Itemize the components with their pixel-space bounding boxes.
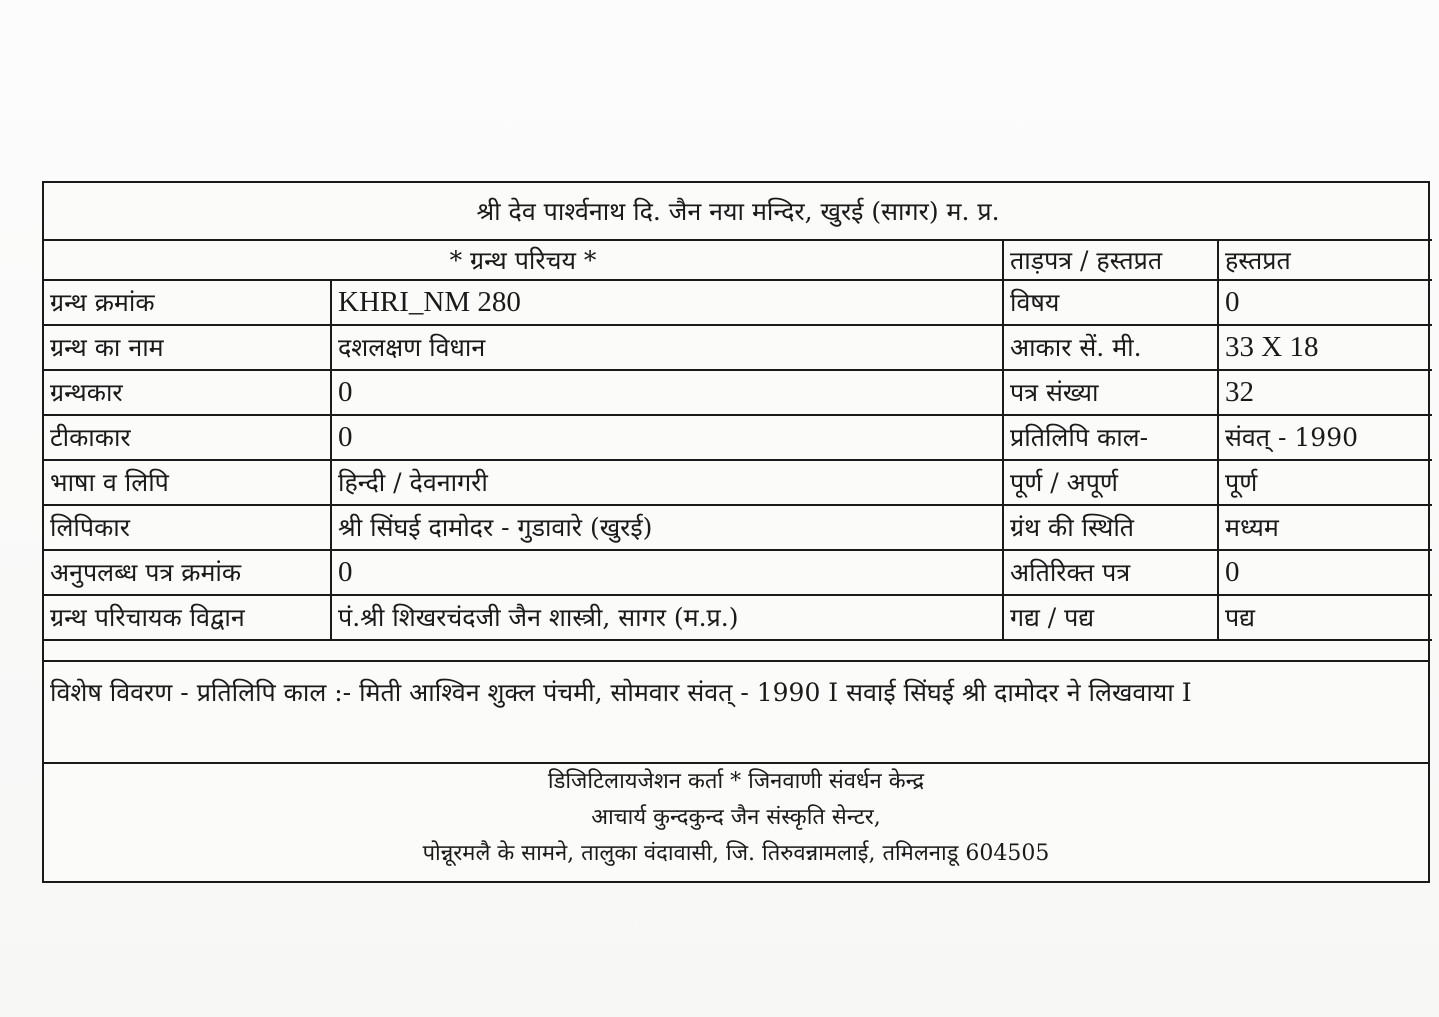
field-label: ग्रन्थकार xyxy=(44,370,331,415)
field-label: विषय xyxy=(1003,280,1218,325)
field-label: अतिरिक्त पत्र xyxy=(1003,550,1218,595)
field-label: अनुपलब्ध पत्र क्रमांक xyxy=(44,550,331,595)
table-row xyxy=(44,370,1432,415)
digitizer-line: डिजिटिलायजेशन कर्ता * जिनवाणी संवर्धन केन्द्र xyxy=(547,769,925,794)
field-label: ग्रन्थ क्रमांक xyxy=(44,280,331,325)
field-value: 0 xyxy=(331,370,1003,415)
field-value: KHRI_NM 280 xyxy=(331,280,1003,325)
manuscript-info-card xyxy=(42,181,1430,883)
center-name-line: आचार्य कुन्दकुन्द जैन संस्कृति सेन्टर, xyxy=(591,805,881,830)
table-row xyxy=(44,505,1432,550)
field-label: पूर्ण / अपूर्ण xyxy=(1003,460,1218,505)
field-label: ग्रंथ की स्थिति xyxy=(1003,505,1218,550)
field-value: 33 X 18 xyxy=(1218,325,1432,370)
table-row xyxy=(44,595,1432,640)
field-label: टीकाकार xyxy=(44,415,331,460)
field-value: मध्यम xyxy=(1218,505,1432,550)
field-value: पूर्ण xyxy=(1218,460,1432,505)
table-row xyxy=(44,460,1432,505)
field-value: पद्य xyxy=(1218,595,1432,640)
table-row xyxy=(44,280,1432,325)
field-label: गद्य / पद्य xyxy=(1003,595,1218,640)
granth-parichay-heading: * ग्रन्थ परिचय * xyxy=(44,240,1003,280)
digitization-credits xyxy=(44,764,1428,881)
field-label: ग्रन्थ परिचायक विद्वान xyxy=(44,595,331,640)
field-value: 0 xyxy=(1218,280,1432,325)
field-value: श्री सिंघई दामोदर - गुडावारे (खुरई) xyxy=(331,505,1003,550)
address-line: पोन्नूरमलै के सामने, तालुका वंदावासी, जि. तिरुवन्नामलाई, तमिलनाडू 604505 xyxy=(422,841,1050,866)
field-value: दशलक्षण विधान xyxy=(331,325,1003,370)
table-row xyxy=(44,415,1432,460)
title-row xyxy=(44,183,1432,240)
field-value: संवत् - 1990 xyxy=(1218,415,1432,460)
field-label: आकार सें. मी. xyxy=(1003,325,1218,370)
field-value: 0 xyxy=(331,550,1003,595)
table-row xyxy=(44,550,1432,595)
field-label: पत्र संख्या xyxy=(1003,370,1218,415)
subheader-row xyxy=(44,240,1432,280)
type-value: हस्तप्रत xyxy=(1218,240,1432,280)
temple-title: श्री देव पार्श्वनाथ दि. जैन नया मन्दिर, खुरई (सागर) म. प्र. xyxy=(44,183,1432,240)
field-label: भाषा व लिपि xyxy=(44,460,331,505)
field-label: लिपिकार xyxy=(44,505,331,550)
type-label: ताड़पत्र / हस्तप्रत xyxy=(1003,240,1218,280)
field-value: 32 xyxy=(1218,370,1432,415)
special-description: विशेष विवरण - प्रतिलिपि काल :- मिती आश्विन शुक्ल पंचमी, सोमवार संवत् - 1990 I सवाई सिंघई श्री दामोदर ने लिखवाया I xyxy=(44,660,1428,764)
table-row xyxy=(44,325,1432,370)
field-label: ग्रन्थ का नाम xyxy=(44,325,331,370)
field-value: हिन्दी / देवनागरी xyxy=(331,460,1003,505)
manuscript-info-table xyxy=(44,183,1432,641)
field-value: 0 xyxy=(331,415,1003,460)
field-label: प्रतिलिपि काल- xyxy=(1003,415,1218,460)
field-value: पं.श्री शिखरचंदजी जैन शास्त्री, सागर (म.प्र.) xyxy=(331,595,1003,640)
field-value: 0 xyxy=(1218,550,1432,595)
